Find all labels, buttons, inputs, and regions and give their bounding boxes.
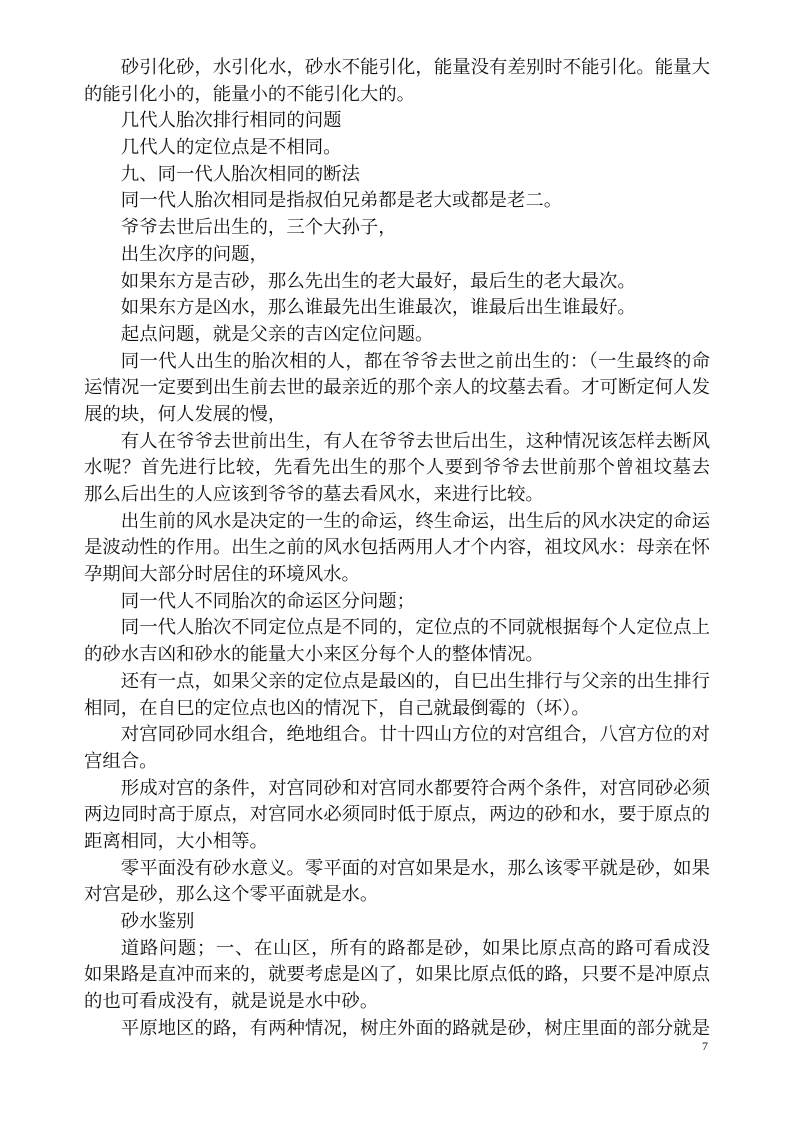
paragraph [84, 1016, 710, 1043]
text-line: 对宫是砂，那么这个零平面就是水。 [84, 884, 379, 906]
text-line: 宫组合。 [84, 750, 158, 772]
paragraph [84, 615, 710, 668]
text-line: 那么后出生的人应该到爷爷的墓去看风水，来进行比较。 [84, 484, 544, 505]
text-line: 形成对宫的条件，对宫同砂和对宫同水都要符合两个条件，对宫同砂必须 [120, 777, 710, 799]
text-line: 如果东方是凶水，那么谁最先出生谁最次，谁最后出生谁最好。 [120, 297, 636, 319]
text-line: 运情况一定要到出生前去世的最亲近的那个亲人的坟墓去看。才可断定何人发 [84, 377, 710, 399]
paragraph [84, 776, 710, 856]
text-line: 同一代人胎次相同是指叔伯兄弟都是老大或都是老二。 [120, 190, 563, 212]
paragraph [84, 349, 710, 429]
text-line: 同一代人不同胎次的命运区分问题； [120, 590, 416, 612]
text-line: 九、同一代人胎次相同的断法 [120, 163, 360, 185]
paragraph [84, 295, 710, 322]
text-line: 距离相同，大小相等。 [84, 830, 268, 852]
text-line: 同一代人出生的胎次相的人，都在爷爷去世之前出生的：（一生最终的命 [120, 350, 710, 372]
text-line: 孕期间大部分时居住的环境风水。 [84, 564, 360, 586]
text-line: 道路问题；一、在山区，所有的路都是砂，如果比原点高的路可看成没 [120, 937, 710, 959]
text-line: 展的块，何人发展的慢， [84, 403, 287, 425]
text-line: 的砂水吉凶和砂水的能量大小来区分每个人的整体情况。 [84, 644, 544, 666]
paragraph [84, 936, 710, 1016]
text-line: 的能引化小的，能量小的不能引化大的。 [84, 83, 416, 105]
text-line: 几代人胎次排行相同的问题 [120, 110, 342, 132]
paragraph [84, 722, 710, 775]
text-line: 砂水鉴别 [120, 911, 195, 932]
paragraph [84, 909, 710, 936]
text-line: 砂引化砂，水引化水，砂水不能引化，能量没有差别时不能引化。能量大 [120, 57, 710, 78]
text-line: 两边同时高于原点，对宫同水必须同时低于原点，两边的砂和水，要于原点的 [84, 804, 710, 826]
text-line: 出生次序的问题， [120, 243, 268, 265]
text-line: 出生前的风水是决定的一生的命运，终生命运，出生后的风水决定的命运 [120, 510, 710, 532]
paragraph [84, 269, 710, 296]
paragraph [84, 669, 710, 722]
document-body [84, 55, 710, 1042]
text-line: 如果路是直冲而来的，就要考虑是凶了，如果比原点低的路，只要不是冲原点 [84, 964, 710, 986]
text-line: 是波动性的作用。出生之前的风水包括两用人才个内容，祖坟风水：母亲在怀 [84, 537, 710, 559]
paragraph [84, 322, 710, 349]
text-line: 还有一点，如果父亲的定位点是最凶的，自巳出生排行与父亲的出生排行 [120, 670, 710, 692]
paragraph [84, 135, 710, 162]
paragraph [84, 509, 710, 589]
text-line: 爷爷去世后出生的，三个大孙子， [120, 217, 397, 239]
text-line: 零平面没有砂水意义。零平面的对宫如果是水，那么该零平就是砂，如果 [120, 857, 710, 879]
text-line: 相同，在自巳的定位点也凶的情况下，自己就最倒霉的（坏）。 [84, 697, 590, 719]
text-line: 起点问题，就是父亲的吉凶定位问题。 [120, 323, 434, 345]
paragraph [84, 162, 710, 189]
paragraph [84, 589, 710, 616]
text-line: 同一代人胎次不同定位点是不同的，定位点的不同就根据每个人定位点上 [120, 617, 710, 639]
paragraph [84, 108, 710, 135]
paragraph [84, 429, 710, 509]
paragraph [84, 55, 710, 108]
text-line: 平原地区的路，有两种情况，树庄外面的路就是砂，树庄里面的部分就是 [120, 1017, 710, 1039]
paragraph [84, 215, 710, 242]
text-line: 几代人的定位点是不相同。 [120, 137, 342, 159]
paragraph [84, 856, 710, 909]
paragraph [84, 242, 710, 269]
text-line: 有人在爷爷去世前出生，有人在爷爷去世后出生，这种情况该怎样去断风 [120, 430, 710, 452]
text-line: 如果东方是吉砂，那么先出生的老大最好，最后生的老大最次。 [120, 270, 636, 292]
text-line: 对宫同砂同水组合，绝地组合。廿十四山方位的对宫组合，八宫方位的对 [120, 724, 710, 746]
paragraph [84, 188, 710, 215]
page-number: 7 [702, 1039, 708, 1053]
text-line: 的也可看成没有，就是说是水中砂。 [84, 991, 379, 1013]
text-line: 水呢？首先进行比较，先看先出生的那个人要到爷爷去世前那个曾祖坟墓去 [84, 457, 710, 479]
